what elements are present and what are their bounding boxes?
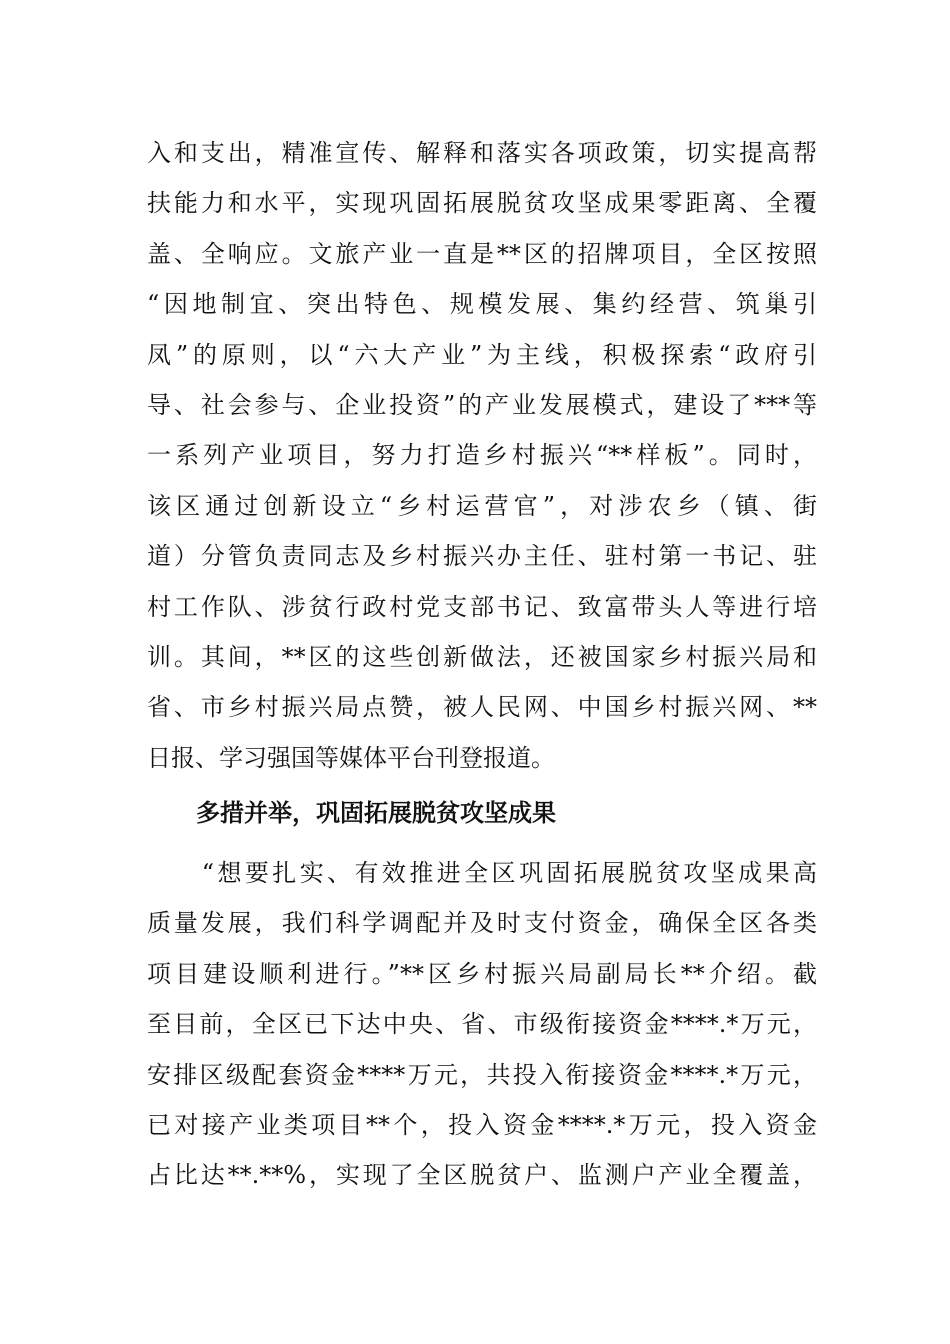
paragraph-line: 省、市乡村振兴局点赞，被人民网、中国乡村振兴网、** <box>147 693 817 722</box>
paragraph-line: 道）分管负责同志及乡村振兴办主任、驻村第一书记、驻 <box>147 542 817 571</box>
paragraph-line: 日报、学习强国等媒体平台刊登报道。 <box>147 743 555 772</box>
paragraph-line: 占比达**.**%，实现了全区脱贫户、监测户产业全覆盖， <box>147 1161 817 1190</box>
paragraph-1 <box>147 128 817 783</box>
paragraph-line: 已对接产业类项目**个，投入资金****.*万元，投入资金 <box>147 1110 817 1139</box>
paragraph-line: 一系列产业项目，努力打造乡村振兴“**样板”。同时， <box>147 441 817 470</box>
paragraph-line: 村工作队、涉贫行政村党支部书记、致富带头人等进行培 <box>147 592 817 621</box>
paragraph-line: 质量发展，我们科学调配并及时支付资金，确保全区各类 <box>147 909 817 938</box>
paragraph-line: 扶能力和水平，实现巩固拓展脱贫攻坚成果零距离、全覆 <box>147 189 817 218</box>
section-heading: 多措并举，巩固拓展脱贫攻坚成果 <box>196 799 556 827</box>
paragraph-line: 导、社会参与、企业投资”的产业发展模式，建设了***等 <box>147 390 817 419</box>
paragraph-line: 入和支出，精准宣传、解释和落实各项政策，切实提高帮 <box>147 139 817 167</box>
paragraph-2 <box>147 848 817 1201</box>
paragraph-line: 该区通过创新设立“乡村运营官”，对涉农乡（镇、街 <box>147 491 817 520</box>
paragraph-line: 凤”的原则，以“六大产业”为主线，积极探索“政府引 <box>147 340 817 369</box>
paragraph-line: “因地制宜、突出特色、规模发展、集约经营、筑巢引 <box>147 290 817 319</box>
paragraph-line: “想要扎实、有效推进全区巩固拓展脱贫攻坚成果高 <box>147 859 817 887</box>
paragraph-line: 至目前，全区已下达中央、省、市级衔接资金****.*万元， <box>147 1010 817 1039</box>
paragraph-line: 项目建设顺利进行。”**区乡村振兴局副局长**介绍。截 <box>147 959 817 988</box>
paragraph-line: 安排区级配套资金****万元，共投入衔接资金****.*万元， <box>147 1060 817 1089</box>
paragraph-line: 训。其间，**区的这些创新做法，还被国家乡村振兴局和 <box>147 642 817 671</box>
paragraph-line: 盖、全响应。文旅产业一直是**区的招牌项目，全区按照 <box>147 239 817 268</box>
